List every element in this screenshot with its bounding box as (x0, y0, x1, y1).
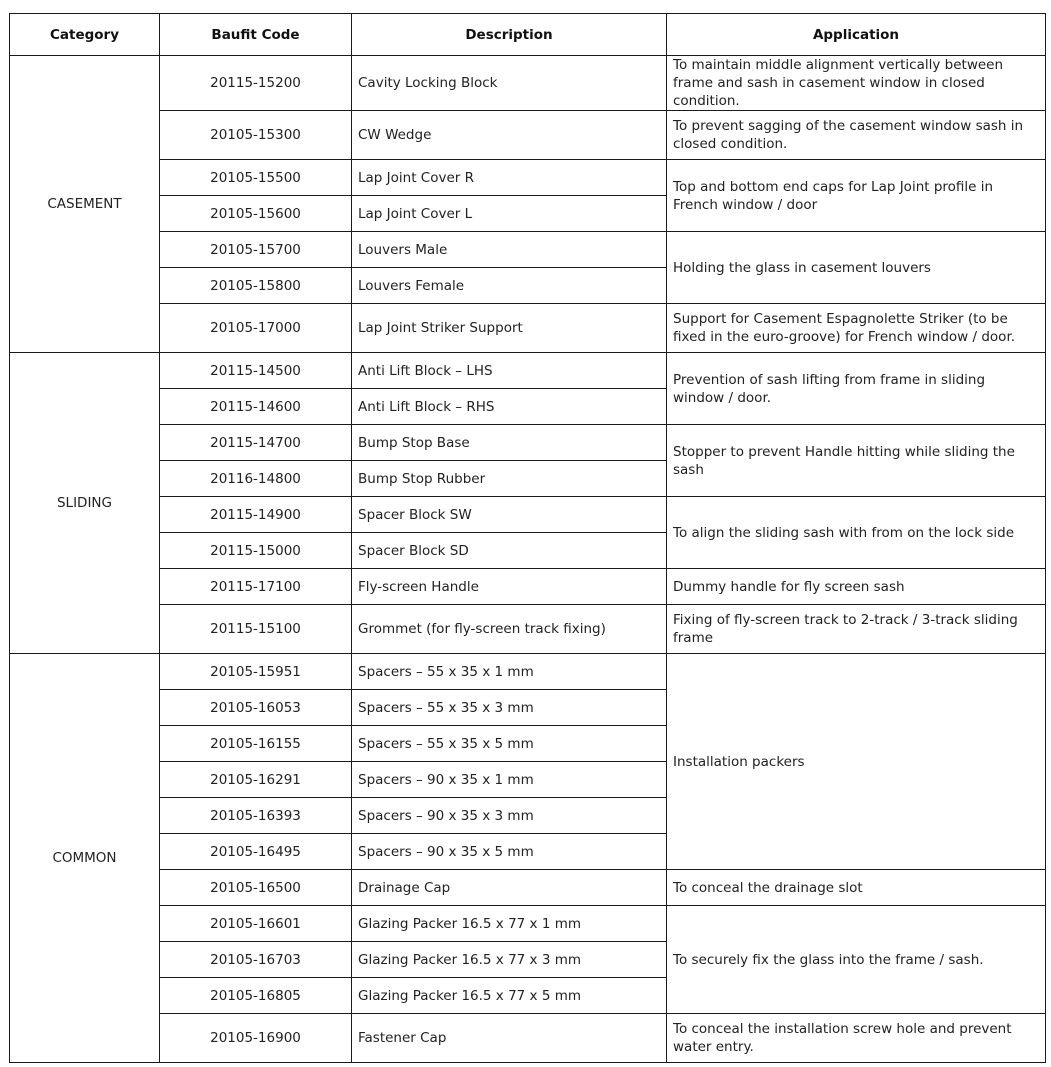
description-cell: Glazing Packer 16.5 x 77 x 3 mm (352, 942, 667, 978)
application-cell: To prevent sagging of the casement window sash in closed condition. (667, 111, 1046, 160)
code-cell: 20115-15100 (160, 605, 352, 654)
description-cell: Fly-screen Handle (352, 569, 667, 605)
table-row (10, 425, 1046, 461)
header-code: Baufit Code (160, 14, 352, 56)
code-cell: 20115-14700 (160, 425, 352, 461)
description-cell: Glazing Packer 16.5 x 77 x 1 mm (352, 906, 667, 942)
code-cell: 20115-15200 (160, 56, 352, 111)
table-row (10, 232, 1046, 268)
code-cell: 20105-15951 (160, 654, 352, 690)
header-category: Category (10, 14, 160, 56)
code-cell: 20105-16495 (160, 834, 352, 870)
code-cell: 20105-15700 (160, 232, 352, 268)
table-row (10, 160, 1046, 196)
description-cell: Spacers – 90 x 35 x 3 mm (352, 798, 667, 834)
description-cell: Fastener Cap (352, 1014, 667, 1063)
table-row (10, 605, 1046, 654)
application-cell: Top and bottom end caps for Lap Joint profile in French window / door (667, 160, 1046, 232)
header-application: Application (667, 14, 1046, 56)
description-cell: Louvers Female (352, 268, 667, 304)
header-description: Description (352, 14, 667, 56)
category-cell: CASEMENT (10, 56, 160, 353)
code-cell: 20105-16703 (160, 942, 352, 978)
application-cell: Dummy handle for fly screen sash (667, 569, 1046, 605)
category-cell: SLIDING (10, 353, 160, 654)
table-row (10, 569, 1046, 605)
application-cell: Stopper to prevent Handle hitting while sliding the sash (667, 425, 1046, 497)
application-cell: Installation packers (667, 654, 1046, 870)
application-cell: To maintain middle alignment vertically between frame and sash in casement window in closed condition. (667, 56, 1046, 111)
code-cell: 20105-15600 (160, 196, 352, 232)
code-cell: 20115-17100 (160, 569, 352, 605)
description-cell: CW Wedge (352, 111, 667, 160)
application-cell: To conceal the installation screw hole and prevent water entry. (667, 1014, 1046, 1063)
code-cell: 20105-15500 (160, 160, 352, 196)
code-cell: 20105-16500 (160, 870, 352, 906)
description-cell: Bump Stop Base (352, 425, 667, 461)
application-cell: Holding the glass in casement louvers (667, 232, 1046, 304)
code-cell: 20105-16393 (160, 798, 352, 834)
application-cell: Prevention of sash lifting from frame in sliding window / door. (667, 353, 1046, 425)
description-cell: Anti Lift Block – LHS (352, 353, 667, 389)
code-cell: 20105-16291 (160, 762, 352, 798)
code-cell: 20105-15800 (160, 268, 352, 304)
description-cell: Lap Joint Cover L (352, 196, 667, 232)
application-cell: To securely fix the glass into the frame / sash. (667, 906, 1046, 1014)
description-cell: Spacers – 55 x 35 x 1 mm (352, 654, 667, 690)
description-cell: Spacers – 55 x 35 x 5 mm (352, 726, 667, 762)
description-cell: Lap Joint Striker Support (352, 304, 667, 353)
code-cell: 20115-14900 (160, 497, 352, 533)
code-cell: 20105-16601 (160, 906, 352, 942)
description-cell: Lap Joint Cover R (352, 160, 667, 196)
application-cell: Support for Casement Espagnolette Striker (to be fixed in the euro-groove) for French window / door. (667, 304, 1046, 353)
code-cell: 20105-17000 (160, 304, 352, 353)
description-cell: Anti Lift Block – RHS (352, 389, 667, 425)
table-row (10, 56, 1046, 111)
code-cell: 20105-16155 (160, 726, 352, 762)
table-row (10, 906, 1046, 942)
description-cell: Spacers – 55 x 35 x 3 mm (352, 690, 667, 726)
table-row (10, 654, 1046, 690)
description-cell: Louvers Male (352, 232, 667, 268)
code-cell: 20105-16900 (160, 1014, 352, 1063)
code-cell: 20105-16053 (160, 690, 352, 726)
code-cell: 20116-14800 (160, 461, 352, 497)
code-cell: 20115-14500 (160, 353, 352, 389)
application-cell: Fixing of fly-screen track to 2-track / 3-track sliding frame (667, 605, 1046, 654)
table-row (10, 304, 1046, 353)
application-cell: To conceal the drainage slot (667, 870, 1046, 906)
accessories-table (9, 13, 1046, 1063)
application-cell: To align the sliding sash with from on the lock side (667, 497, 1046, 569)
description-cell: Spacer Block SW (352, 497, 667, 533)
table-row (10, 1014, 1046, 1063)
code-cell: 20105-15300 (160, 111, 352, 160)
table-row (10, 353, 1046, 389)
description-cell: Spacers – 90 x 35 x 5 mm (352, 834, 667, 870)
description-cell: Grommet (for fly-screen track fixing) (352, 605, 667, 654)
description-cell: Spacer Block SD (352, 533, 667, 569)
description-cell: Spacers – 90 x 35 x 1 mm (352, 762, 667, 798)
description-cell: Glazing Packer 16.5 x 77 x 5 mm (352, 978, 667, 1014)
description-cell: Cavity Locking Block (352, 56, 667, 111)
code-cell: 20115-14600 (160, 389, 352, 425)
code-cell: 20105-16805 (160, 978, 352, 1014)
code-cell: 20115-15000 (160, 533, 352, 569)
header-row (10, 14, 1046, 56)
table-row (10, 111, 1046, 160)
description-cell: Drainage Cap (352, 870, 667, 906)
table-row (10, 497, 1046, 533)
description-cell: Bump Stop Rubber (352, 461, 667, 497)
table-row (10, 870, 1046, 906)
category-cell: COMMON (10, 654, 160, 1063)
